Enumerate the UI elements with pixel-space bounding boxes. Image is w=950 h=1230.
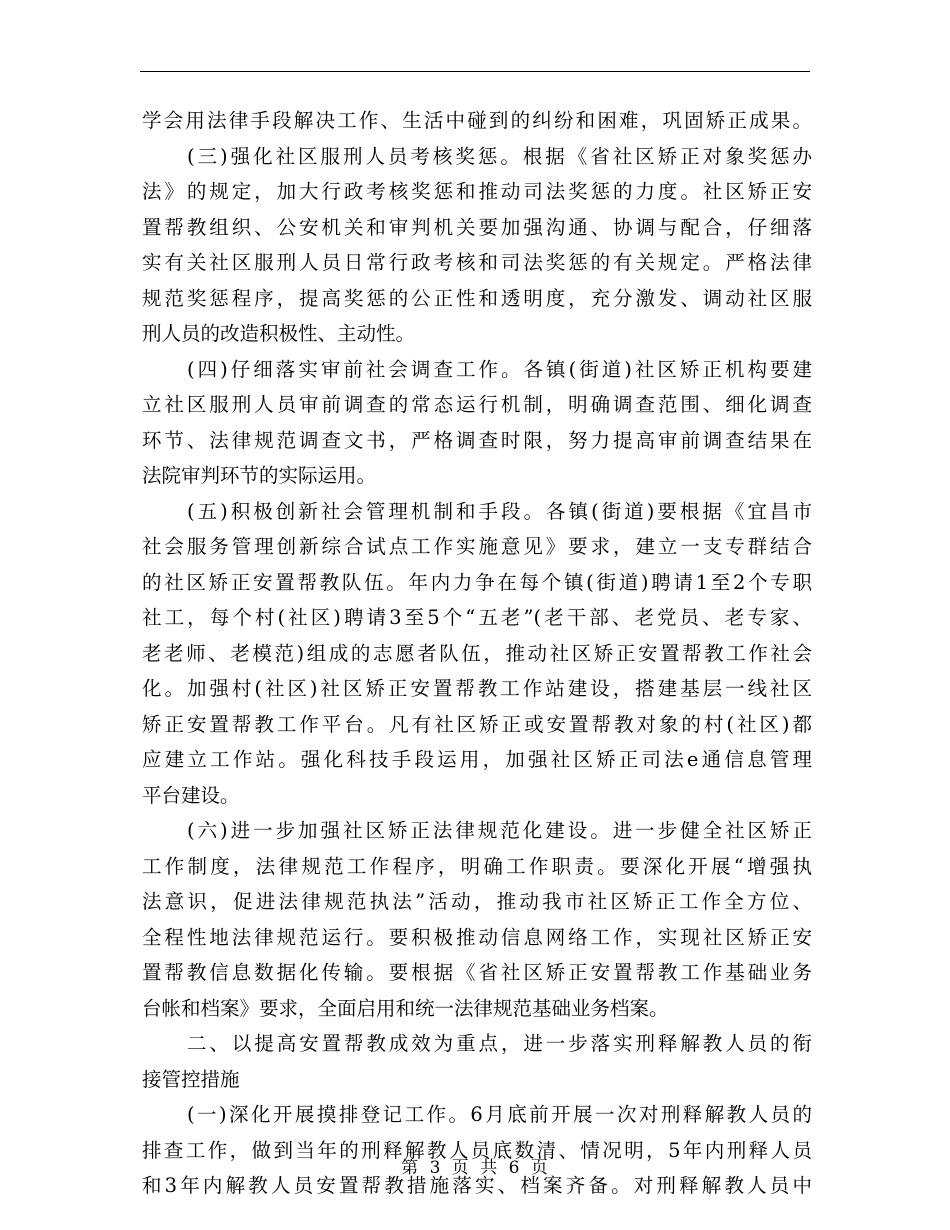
text-line: 实有关社区服刑人员日常行政考核和司法奖惩的有关规定。严格法律 xyxy=(142,251,812,274)
text-line: 平台建设。 xyxy=(142,783,240,807)
text-line: 法》的规定，加大行政考核奖惩和推动司法奖惩的力度。社区矫正安 xyxy=(142,180,812,203)
text-line: (三)强化社区服刑人员考核奖惩。根据《省社区矫正对象奖惩办 xyxy=(187,144,812,168)
text-line: 法意识，促进法律规范执法”活动，推动我市社区矫正工作全方位、 xyxy=(142,890,812,913)
text-line: 接管控措施 xyxy=(142,1067,240,1091)
text-line: 社会服务管理创新综合试点工作实施意见》要求，建立一支专群结合 xyxy=(142,535,812,558)
text-line: 老老师、老模范)组成的志愿者队伍，推动社区矫正安置帮教工作社会 xyxy=(142,641,812,665)
page-number-footer: 第 3 页 共 6 页 xyxy=(401,1158,549,1178)
text-line: 台帐和档案》要求，全面启用和统一法律规范基础业务档案。 xyxy=(142,996,669,1020)
text-line: 学会用法律手段解决工作、生活中碰到的纠纷和困难，巩固矫正成果。 xyxy=(142,109,812,132)
text-line: 和3年内解教人员安置帮教措施落实、档案齐备。对刑释解教人员中 xyxy=(142,1174,812,1197)
text-line: 规范奖惩程序，提高奖惩的公正性和透明度，充分激发、调动社区服 xyxy=(142,286,812,310)
text-line: (一)深化开展摸排登记工作。6月底前开展一次对刑释解教人员的 xyxy=(187,1103,812,1126)
text-line: 社工，每个村(社区)聘请3至5个“五老”(老干部、老党员、老专家、 xyxy=(142,606,812,629)
text-line: 矫正安置帮教工作平台。凡有社区矫正或安置帮教对象的村(社区)都 xyxy=(142,712,812,736)
document-body xyxy=(142,103,812,1204)
header-rule xyxy=(140,71,810,72)
text-line: 的社区矫正安置帮教队伍。年内力争在每个镇(街道)聘请1至2个专职 xyxy=(142,570,812,594)
text-line: 工作制度，法律规范工作程序，明确工作职责。要深化开展“增强执 xyxy=(142,854,812,878)
text-line: 排查工作，做到当年的刑释解教人员底数清、情况明，5年内刑释人员 xyxy=(142,1138,812,1162)
text-line: 全程性地法律规范运行。要积极推动信息网络工作，实现社区矫正安 xyxy=(142,925,812,949)
text-line: 应建立工作站。强化科技手段运用，加强社区矫正司法e通信息管理 xyxy=(142,748,812,771)
text-line: (四)仔细落实审前社会调查工作。各镇(街道)社区矫正机构要建 xyxy=(187,357,812,381)
text-line: 置帮教组织、公安机关和审判机关要加强沟通、协调与配合，仔细落 xyxy=(142,215,812,239)
text-line: 置帮教信息数据化传输。要根据《省社区矫正安置帮教工作基础业务 xyxy=(142,961,812,984)
text-line: 化。加强村(社区)社区矫正安置帮教工作站建设，搭建基层一线社区 xyxy=(142,677,812,700)
text-line: 刑人员的改造积极性、主动性。 xyxy=(142,322,416,345)
text-line: 环节、法律规范调查文书，严格调查时限，努力提高审前调查结果在 xyxy=(142,428,812,452)
text-line: (六)进一步加强社区矫正法律规范化建设。进一步健全社区矫正 xyxy=(187,819,812,842)
text-line: (五)积极创新社会管理机制和手段。各镇(街道)要根据《宜昌市 xyxy=(187,499,812,523)
text-line: 二、以提高安置帮教成效为重点，进一步落实刑释解教人员的衔 xyxy=(187,1032,812,1055)
text-line: 法院审判环节的实际运用。 xyxy=(142,464,377,487)
text-line: 立社区服刑人员审前调查的常态运行机制，明确调查范围、细化调查 xyxy=(142,393,812,416)
